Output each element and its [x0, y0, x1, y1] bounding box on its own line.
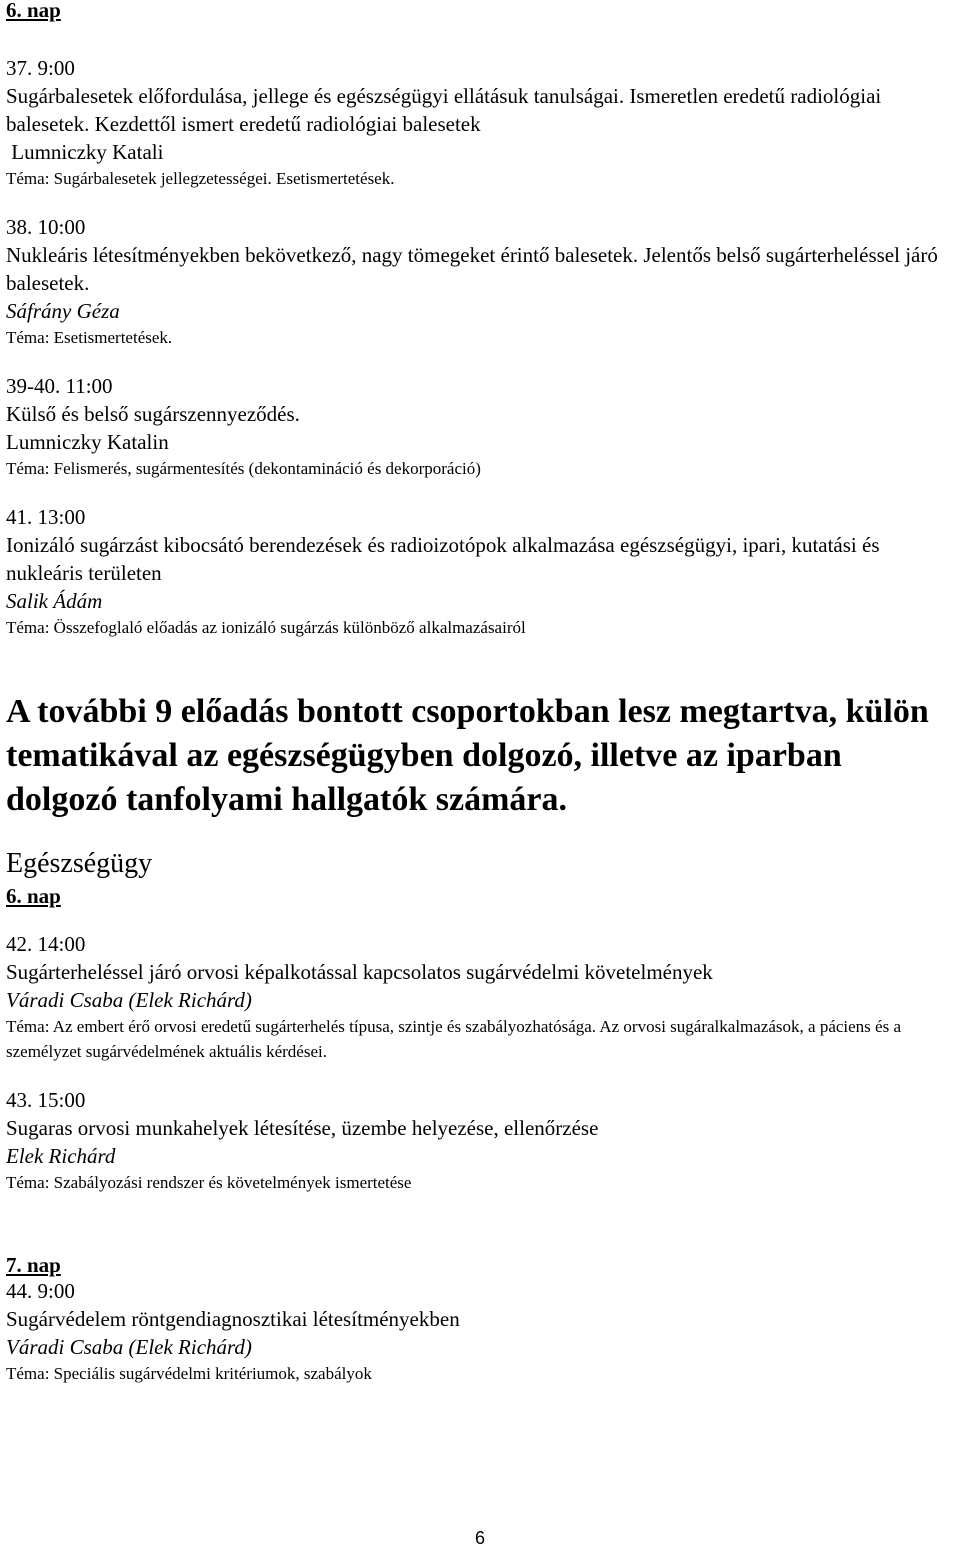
- page-number: 6: [474, 1528, 485, 1548]
- lecture-number: 41. 13:00: [6, 505, 86, 529]
- lecture-42: [6, 930, 956, 1064]
- lecture-37: [6, 54, 956, 191]
- lecture-topic: Téma: Az embert érő orvosi eredetű sugárterhelés típusa, szintje és szabályozhatósága. Az orvosi sugáralkalmazások, a páciens és a személyzet sugárvédelmének aktuális kérdései.: [6, 1017, 901, 1061]
- lecturer: Salik Ádám: [6, 589, 103, 613]
- day-heading: 7. nap: [6, 1253, 61, 1277]
- lecture-topic: Téma: Szabályozási rendszer és követelmények ismertetése: [6, 1173, 412, 1192]
- lecturer: Lumniczky Katalin: [6, 430, 169, 454]
- lecture-number: 39-40. 11:00: [6, 374, 113, 398]
- lecture-title: Sugárvédelem röntgendiagnosztikai létesítményekben: [6, 1307, 460, 1331]
- lecture-title: Ionizáló sugárzást kibocsátó berendezések és radioizotópok alkalmazása egészségügyi, ipari, kutatási és nukleáris területen: [6, 533, 880, 585]
- lecturer: Váradi Csaba (Elek Richárd): [6, 1335, 252, 1359]
- lecture-title: Sugárbalesetek előfordulása, jellege és egészségügyi ellátásuk tanulságai. Ismeretlen eredetű radiológiai balesetek. Kezdettől ismert eredetű radiológiai balesetek: [6, 84, 882, 136]
- lecture-number: 42. 14:00: [6, 932, 86, 956]
- lecturer: Váradi Csaba (Elek Richárd): [6, 988, 252, 1012]
- lecture-number: 37. 9:00: [6, 56, 75, 80]
- day-heading: 6. nap: [6, 0, 61, 22]
- lecture-title: Sugárterheléssel járó orvosi képalkotással kapcsolatos sugárvédelmi követelmények: [6, 960, 713, 984]
- lecture-topic: Téma: Speciális sugárvédelmi kritériumok, szabályok: [6, 1364, 372, 1383]
- lecture-number: 38. 10:00: [6, 215, 86, 239]
- lecture-number: 43. 15:00: [6, 1088, 86, 1112]
- lecture-41: [6, 503, 956, 640]
- lecture-title: Sugaras orvosi munkahelyek létesítése, üzembe helyezése, ellenőrzése: [6, 1116, 599, 1140]
- lecture-title: Nukleáris létesítményekben bekövetkező, nagy tömegeket érintő balesetek. Jelentős belső sugárterheléssel járó balesetek.: [6, 243, 938, 295]
- notice-text: A további 9 előadás bontott csoportokban lesz megtartva, külön tematikával az egészségügyben dolgozó, illetve az iparban dolgozó tanfolyami hallgatók számára.: [6, 693, 929, 818]
- day-heading: 6. nap: [6, 884, 61, 908]
- lecture-number: 44. 9:00: [6, 1279, 75, 1303]
- lecturer: Lumniczky Katali: [6, 140, 164, 164]
- lecture-topic: Téma: Esetismertetések.: [6, 328, 173, 347]
- lecture-topic: Téma: Összefoglaló előadás az ionizáló sugárzás különböző alkalmazásairól: [6, 618, 526, 637]
- lecture-39-40: [6, 372, 956, 481]
- lecturer: Elek Richárd: [6, 1144, 116, 1168]
- section-title: Egészségügy: [6, 848, 153, 879]
- lecture-topic: Téma: Felismerés, sugármentesítés (dekontamináció és dekorporáció): [6, 459, 481, 478]
- lecturer: Sáfrány Géza: [6, 299, 120, 323]
- lecture-title: Külső és belső sugárszennyeződés.: [6, 402, 300, 426]
- lecture-38: [6, 213, 956, 350]
- document-page: [6, 0, 956, 1386]
- lecture-43: [6, 1086, 956, 1195]
- lecture-44: [6, 1277, 956, 1386]
- lecture-topic: Téma: Sugárbalesetek jellegzetességei. Esetismertetések.: [6, 169, 395, 188]
